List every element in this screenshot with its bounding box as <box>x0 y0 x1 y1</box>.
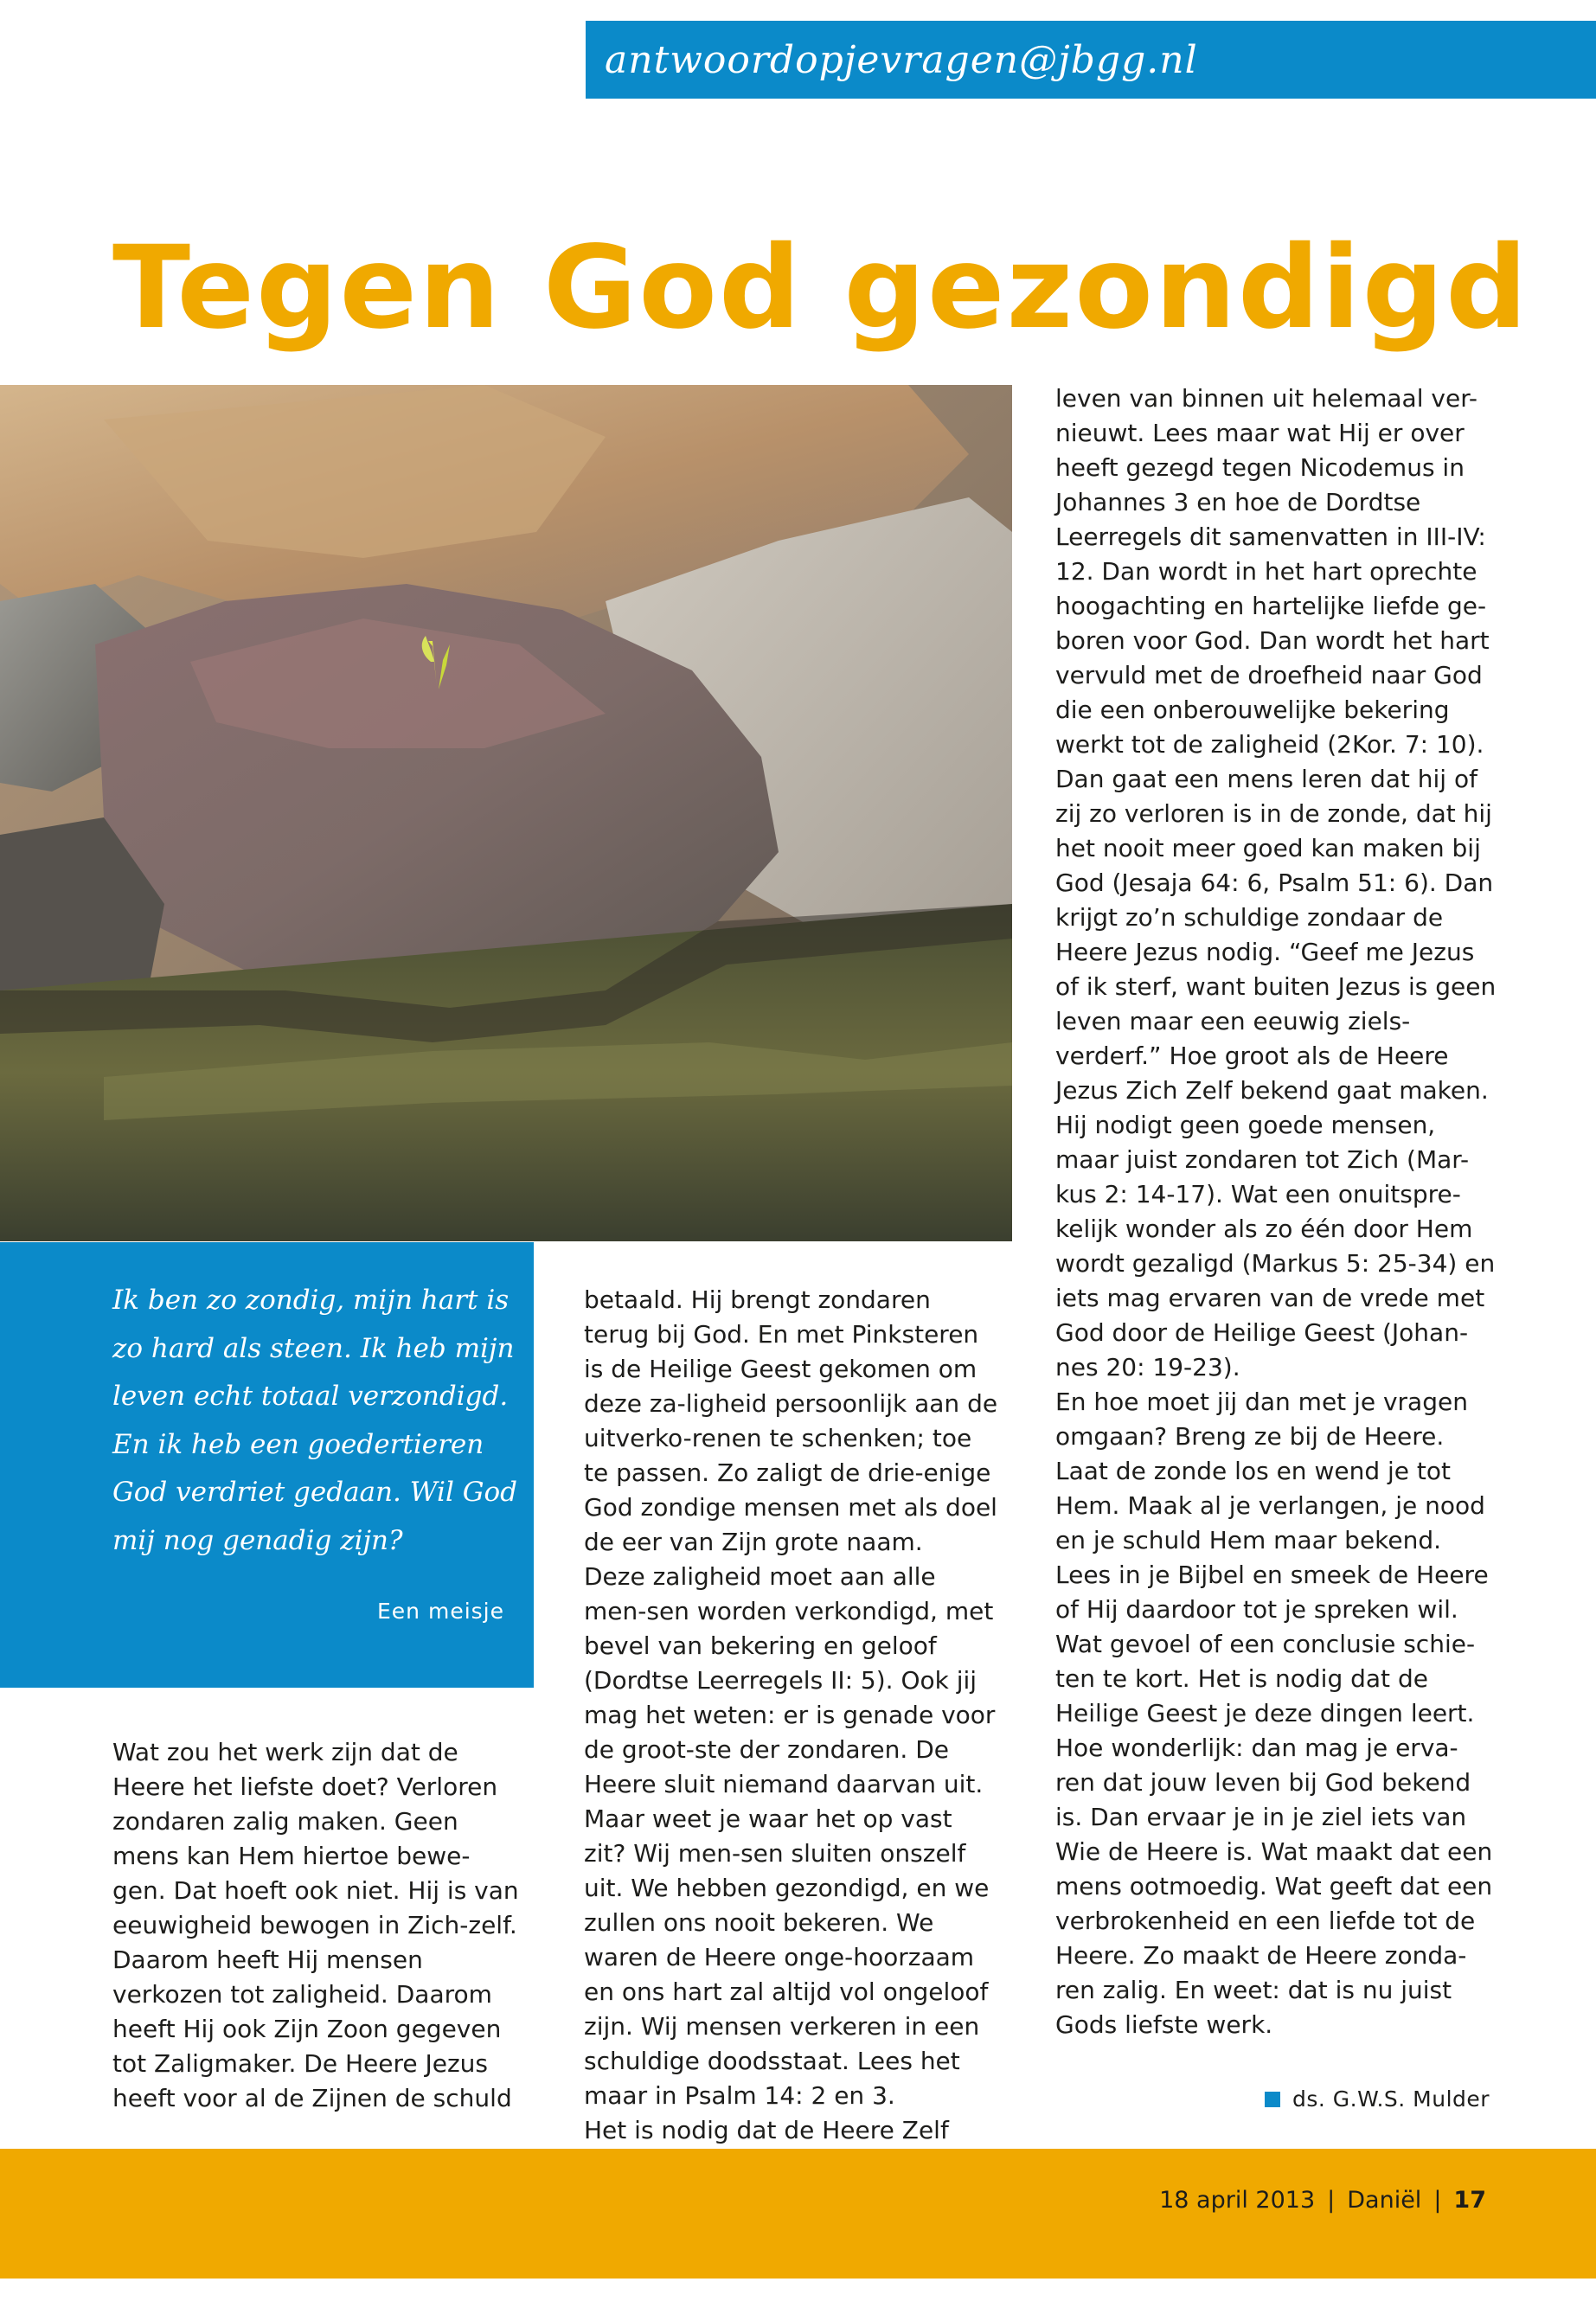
paragraph: Wat zou het werk zijn dat de Heere het liefste doet? Verloren zondaren zalig maken. Geen mens kan Hem hiertoe bewe-gen. Dat hoeft ook niet. Hij is van eeuwigheid bewogen in Zich-zelf. Daarom heeft Hij mensen verkozen tot zaligheid. Daarom heeft Hij ook Zijn Zoon gegeven tot Zaligmaker. De Heere Jezus heeft voor al de Zijnen de schuld <box>112 1738 519 2112</box>
paragraph: betaald. Hij brengt zondaren terug bij God. En met Pinksteren is de Heilige Geest gekomen om deze za-ligheid persoonlijk aan de uitverko-renen te schenken; toe te passen. Zo zaligt de drie-enige God zondige mensen met als doel de eer van Zijn grote naam. <box>584 1285 998 1556</box>
email-banner <box>586 21 1596 99</box>
article-title: Tegen God gezondigd <box>112 221 1529 355</box>
page-number: 17 <box>1453 2187 1486 2214</box>
magazine-name: Daniël <box>1347 2187 1422 2214</box>
text-column-1 <box>112 1735 519 2116</box>
paragraph: Deze zaligheid moet aan alle men-sen worden verkondigd, met bevel van bekering en geloof (Dordtse Leerregels II: 5). Ook jij mag het weten: er is genade voor de groot-ste der zondaren. De Heere sluit niemand daarvan uit. Maar weet je waar het op vast zit? Wij men-sen sluiten onszelf uit. We hebben gezondigd, en we zullen ons nooit bekeren. We waren de Heere onge-hoorzaam en ons hart zal altijd vol ongeloof zijn. Wij mensen verkeren in een schuldige doodsstaat. Lees het maar in Psalm 14: 2 en 3. <box>584 1562 996 2110</box>
author-name: ds. G.W.S. Mulder <box>1292 2086 1490 2112</box>
email-address[interactable]: antwoordopjevragen@jbgg.nl <box>605 38 1198 82</box>
author-signature <box>1265 2086 1490 2112</box>
footer-separator: | <box>1433 2187 1442 2214</box>
footer-separator: | <box>1327 2187 1336 2214</box>
square-bullet-icon <box>1265 2092 1280 2107</box>
paragraph: Het is nodig dat de Heere Zelf <box>584 2116 949 2144</box>
question-attribution: Een meisje <box>377 1599 504 1624</box>
quote-box <box>0 1242 534 1688</box>
footer-bar <box>0 2149 1596 2279</box>
text-column-3 <box>1055 381 1497 2042</box>
issue-date: 18 april 2013 <box>1159 2187 1316 2214</box>
footer-info <box>1159 2187 1486 2214</box>
paragraph: leven van binnen uit helemaal ver-nieuwt. Lees maar wat Hij er over heeft gezegd tegen Nicodemus in Johannes 3 en hoe de Dordtse Leerregels dit samenvatten in III-IV: 12. Dan wordt in het hart oprechte hoogachting en hartelijke liefde ge-boren voor God. Dan wordt het hart vervuld met de droefheid naar God die een onberouwelijke bekering werkt tot de zaligheid (2Kor. 7: 10). Dan gaat een mens leren dat hij of zij zo verloren is in de zonde, dat hij het nooit meer goed kan maken bij God (Jesaja 64: 6, Psalm 51: 6). Dan krijgt zo’n schuldige zondaar de Heere Jezus nodig. “Geef me Jezus of ik sterf, want buiten Jezus is geen leven maar een eeuwig ziels-verderf.” Hoe groot als de Heere Jezus Zich Zelf bekend gaat maken. Hij nodigt geen goede mensen, maar juist zondaren tot Zich (Mar-kus 2: 14-17). Wat een onuitspre-kelijk wonder als zo één door Hem wordt gezaligd (Markus 5: 25-34) en iets mag ervaren van de vrede met God door de Heilige Geest (Johan-nes 20: 19-23). <box>1055 384 1497 1381</box>
article-photo <box>0 385 1012 1241</box>
paragraph: En hoe moet jij dan met je vragen omgaan? Breng ze bij de Heere. Laat de zonde los en wend je tot Hem. Maak al je verlangen, je nood en je schuld Hem maar bekend. Lees in je Bijbel en smeek de Heere of Hij daardoor tot je spreken wil. Wat gevoel of een conclusie schie-ten te kort. Het is nodig dat de Heilige Geest je deze dingen leert. Hoe wonderlijk: dan mag je erva-ren dat jouw leven bij God bekend is. Dan ervaar je in je ziel iets van Wie de Heere is. Wat maakt dat een mens ootmoedig. Wat geeft dat een verbrokenheid en een liefde tot de Heere. Zo maakt de Heere zonda-ren zalig. En weet: dat is nu juist Gods liefste werk. <box>1055 1388 1493 2039</box>
text-column-2 <box>584 1283 999 2182</box>
reader-question: Ik ben zo zondig, mijn hart is zo hard als steen. Ik heb mijn leven echt totaal verzondigd. En ik heb een goedertieren God verdriet gedaan. Wil God mij nog genadig zijn? <box>112 1285 517 1556</box>
